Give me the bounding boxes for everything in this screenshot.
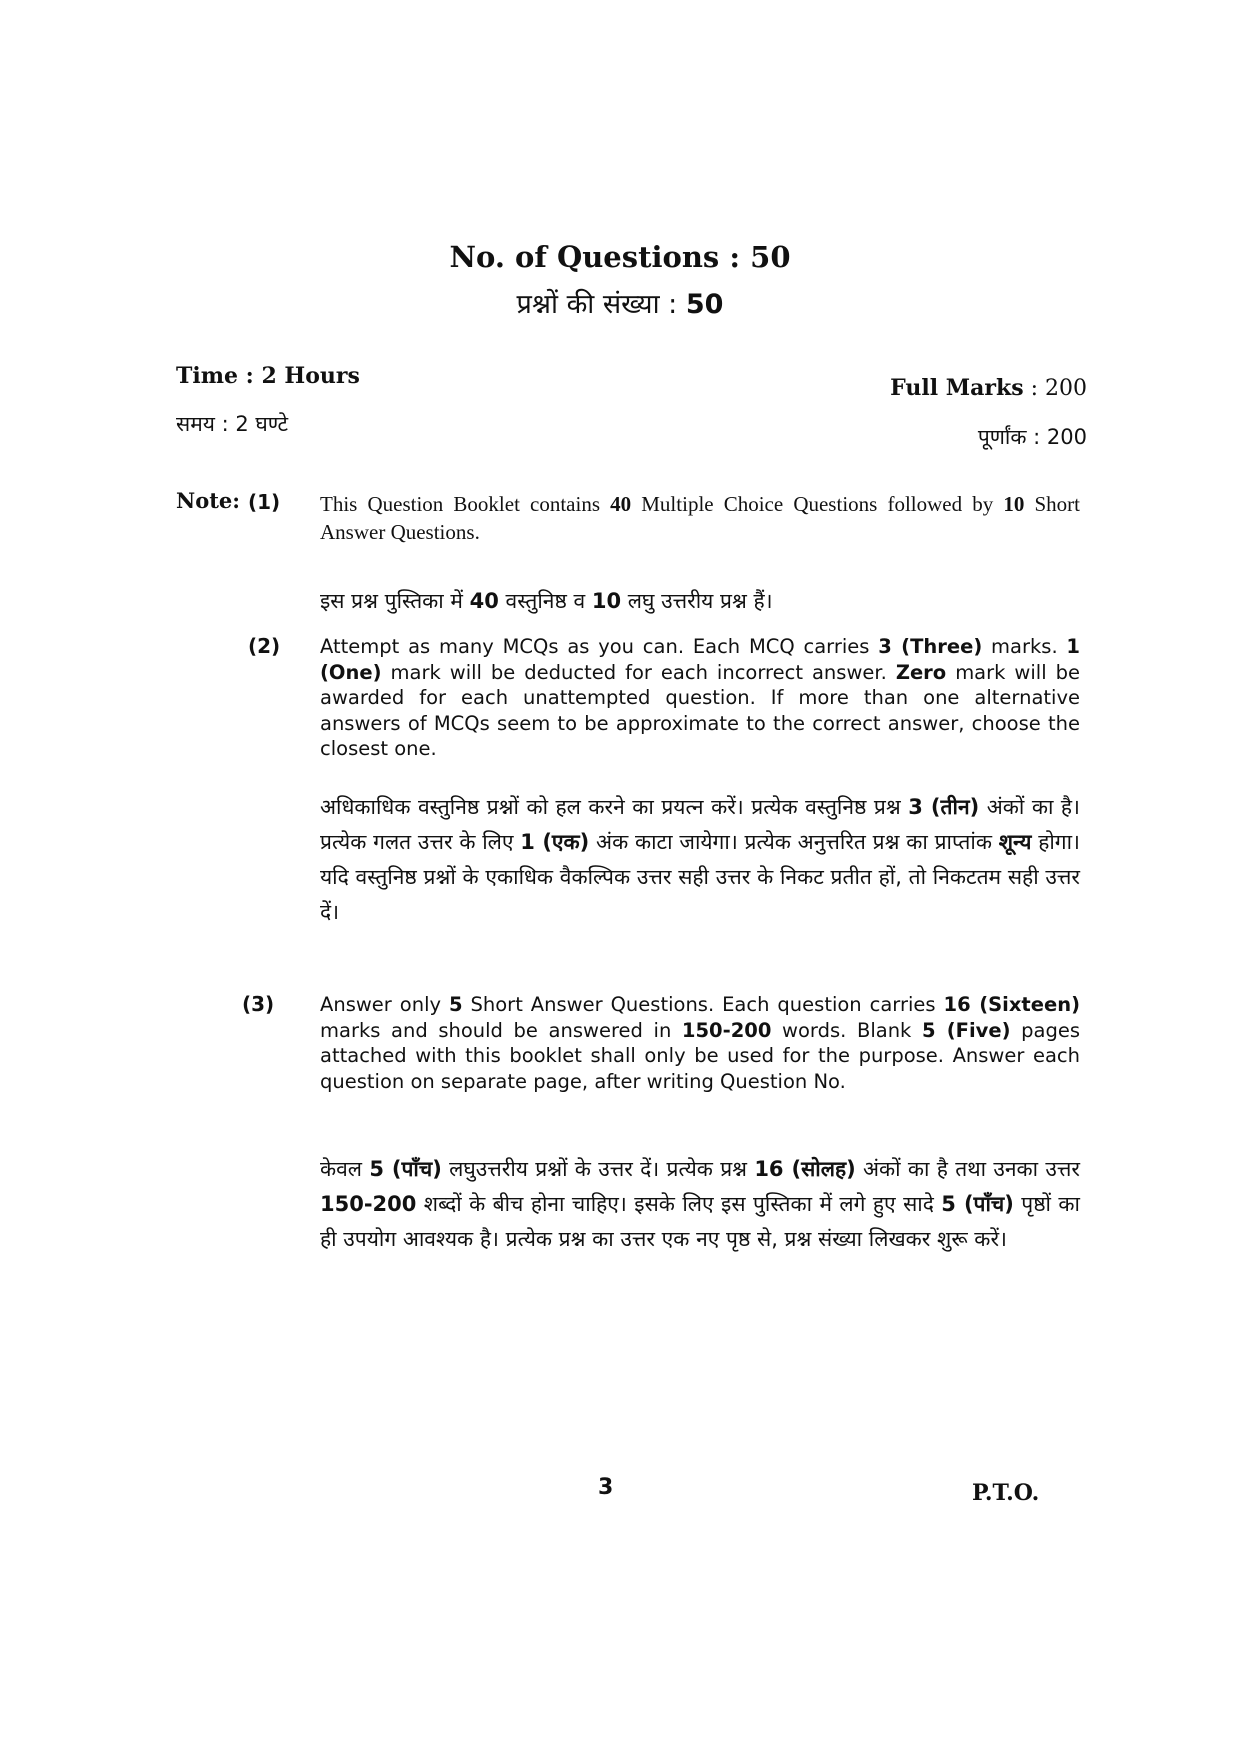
note-label: Note: bbox=[176, 488, 241, 513]
questions-hindi-count: 50 bbox=[685, 289, 724, 320]
note-3-english: Answer only 5 Short Answer Questions. Each question carries 16 (Sixteen) marks and should be answered in 150-200 words. Blank 5 (Five) pages attached with this booklet shall only be used for the purpose. Answer each question on separate page, after writing Question No. bbox=[320, 993, 1080, 1093]
full-marks-hindi: पूर्णांक : 200 bbox=[977, 425, 1087, 449]
time-allowed: Time : 2 Hours bbox=[176, 363, 360, 389]
note-2-hindi: अधिकाधिक वस्तुनिष्ठ प्रश्नों को हल करने का प्रयत्न करें। प्रत्येक वस्तुनिष्ठ प्रश्न 3 (तीन) अंकों का है। प्रत्येक गलत उत्तर के लिए 1 (एक) अंक काटा जायेगा। प्रत्येक अनुत्तरित प्रश्न का प्राप्तांक शून्य होगा। यदि वस्तुनिष्ठ प्रश्नों के एकाधिक वैकल्पिक उत्तर सही उत्तर के निकट प्रतीत हों, तो निकटतम सही उत्तर दें। bbox=[320, 795, 1081, 924]
note-3-hindi: केवल 5 (पाँच) लघुउत्तरीय प्रश्नों के उत्तर दें। प्रत्येक प्रश्न 16 (सोलह) अंकों का है तथा उनका उत्तर 150-200 शब्दों के बीच होना चाहिए। इसके लिए इस पुस्तिका में लगे हुए सादे 5 (पाँच) पृष्ठों का ही उपयोग आवश्यक है। प्रत्येक प्रश्न का उत्तर एक नए पृष्ठ से, प्रश्न संख्या लिखकर शुरू करें। bbox=[320, 1157, 1080, 1251]
note-number-3: (3) bbox=[242, 992, 275, 1016]
please-turn-over: P.T.O. bbox=[972, 1480, 1040, 1506]
note-2-english: Attempt as many MCQs as you can. Each MCQ carries 3 (Three) marks. 1 (One) mark will be deducted for each incorrect answer. Zero mark will be awarded for each unattempted question. If more than one alternative answers of MCQs seem to be approximate to the correct answer, choose the closest one. bbox=[320, 635, 1080, 760]
full-marks bbox=[890, 375, 1087, 401]
note-1-english: This Question Booklet contains 40 Multiple Choice Questions followed by 10 Short Answer Questions. bbox=[320, 492, 1080, 544]
note-1-hindi: इस प्रश्न पुस्तिका में 40 वस्तुनिष्ठ व 10 लघु उत्तरीय प्रश्न हैं। bbox=[320, 589, 773, 613]
page-title-hindi bbox=[0, 284, 1240, 321]
note-number-1: (1) bbox=[248, 490, 281, 514]
page-title: No. of Questions : 50 bbox=[449, 240, 791, 274]
note-number-2: (2) bbox=[248, 634, 281, 658]
page-number: 3 bbox=[598, 1475, 614, 1500]
full-marks-label: Full Marks bbox=[890, 375, 1024, 401]
full-marks-value: : 200 bbox=[1030, 376, 1087, 401]
time-allowed-hindi: समय : 2 घण्टे bbox=[176, 412, 289, 436]
questions-hindi-label: प्रश्नों की संख्या : bbox=[516, 289, 678, 320]
